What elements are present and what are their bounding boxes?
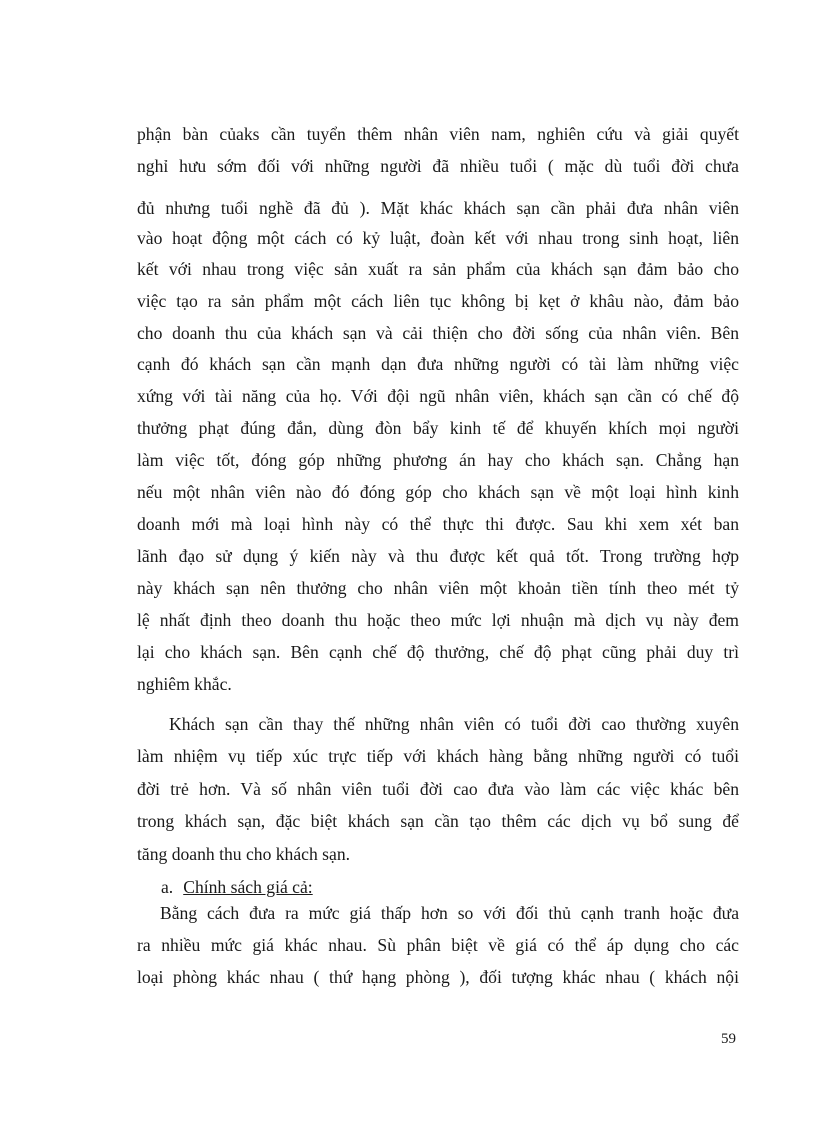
text-line: xứng với tài năng của họ. Với đội ngũ nhân viên, khách sạn cần có chế độ [137, 386, 739, 406]
section-heading-a [161, 876, 313, 898]
section-title: Chính sách giá cả: [183, 877, 313, 897]
text-line: cho doanh thu của khách sạn và cải thiện cho đời sống của nhân viên. Bên [137, 323, 739, 343]
text-line: lệ nhất định theo doanh thu hoặc theo mức lợi nhuận mà dịch vụ này đem [137, 610, 739, 630]
page-number: 59 [721, 1031, 736, 1047]
text-line: nếu một nhân viên nào đó đóng góp cho khách sạn về một loại hình kinh [137, 482, 739, 502]
text-line: tăng doanh thu cho khách sạn. [137, 844, 351, 864]
text-line: cạnh đó khách sạn cần mạnh dạn đưa những người có tài làm những việc [137, 354, 739, 374]
text-line: phận bàn củaks cần tuyển thêm nhân viên nam, nghiên cứu và giải quyết [137, 124, 739, 144]
text-line: ra nhiều mức giá khác nhau. Sù phân biệt về giá có thể áp dụng cho các [137, 935, 739, 955]
text-line: làm nhiệm vụ tiếp xúc trực tiếp với khách hàng bằng những người có tuổi [137, 746, 739, 766]
text-line: doanh mới mà loại hình này có thể thực thi được. Sau khi xem xét ban [137, 514, 739, 534]
text-line: nghiêm khắc. [137, 674, 232, 694]
text-line: Khách sạn cần thay thế những nhân viên có tuổi đời cao thường xuyên [169, 714, 739, 734]
text-line: lãnh đạo sử dụng ý kiến này và thu được kết quả tốt. Trong trường hợp [137, 546, 739, 566]
text-line: Bằng cách đưa ra mức giá thấp hơn so với đối thủ cạnh tranh hoặc đưa [160, 903, 739, 923]
text-line: lại cho khách sạn. Bên cạnh chế độ thưởng, chế độ phạt cũng phải duy trì [137, 642, 739, 662]
text-line: vào hoạt động một cách có kỷ luật, đoàn kết với nhau trong sinh hoạt, liên [137, 228, 739, 248]
text-line: đời trẻ hơn. Và số nhân viên tuổi đời cao đưa vào làm các việc khác bên [137, 779, 739, 799]
text-line: này khách sạn nên thưởng cho nhân viên một khoản tiền tính theo mét tỷ [137, 578, 739, 598]
text-line: việc tạo ra sản phẩm một cách liên tục không bị kẹt ở khâu nào, đảm bảo [137, 291, 739, 311]
text-line: nghỉ hưu sớm đối với những người đã nhiều tuổi ( mặc dù tuổi đời chưa [137, 156, 739, 176]
text-line: làm việc tốt, đóng góp những phương án hay cho khách sạn. Chẳng hạn [137, 450, 739, 470]
text-line: kết với nhau trong việc sản xuất ra sản phẩm của khách sạn đảm bảo cho [137, 259, 739, 279]
text-line: đủ nhưng tuổi nghề đã đủ ). Mặt khác khách sạn cần phải đưa nhân viên [137, 198, 739, 218]
section-marker: a. [161, 877, 174, 897]
text-line: trong khách sạn, đặc biệt khách sạn cần tạo thêm các dịch vụ bổ sung để [137, 811, 739, 831]
text-line: thưởng phạt đúng đắn, dùng đòn bẩy kinh tế để khuyến khích mọi người [137, 418, 739, 438]
text-line: loại phòng khác nhau ( thứ hạng phòng ), đối tượng khác nhau ( khách nội [137, 967, 739, 987]
